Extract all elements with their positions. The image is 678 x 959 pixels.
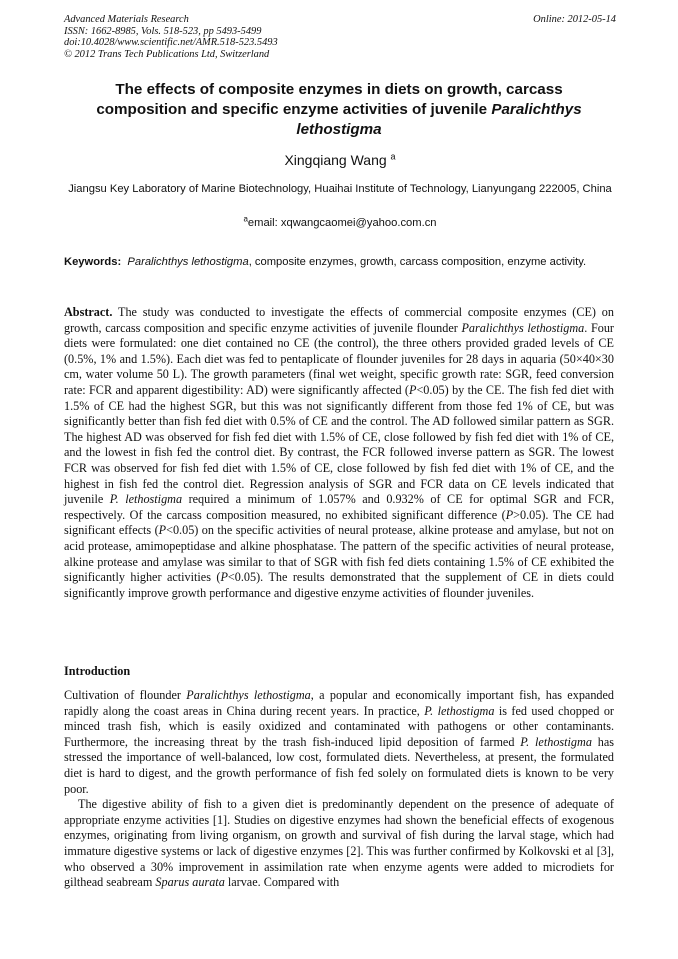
doi-line: doi:10.4028/www.scientific.net/AMR.518-523.5493	[64, 37, 278, 49]
title-species: Paralichthys lethostigma	[296, 101, 582, 138]
keywords	[64, 255, 614, 269]
abstract-text: <0.05) by the CE. The fish fed diet with 1.5% of CE had the highest SGR, but this was not significantly different from those fed 1% of CE, but was significantly better than fish fed diet with 0.5% of CE and the control. The AD followed similar pattern as SGR. The highest AD was observed for fish fed diet with 1.5% of CE, close followed by fish fed diet with 1% of CE, and the lowest in fish fed the control diet. By contrast, the FCR followed inverse pattern as SGR. The lowest FCR was observed for fish fed diet with 1.5% of CE, close followed by fish fed diet with 1% of CE, and the highest in fish fed the control diet. Regression analysis of SGR and FCR data on CE levels indicated that juvenile	[64, 382, 614, 507]
introduction-heading: Introduction	[64, 664, 131, 678]
intro-species: P. lethostigma	[520, 734, 592, 749]
online-date: Online: 2012-05-14	[533, 14, 616, 25]
intro-text: , a popular and economically important fish, has expanded rapidly along the coast areas in China during recent years. In practice,	[64, 688, 615, 718]
p-value-symbol: P	[505, 507, 514, 522]
journal-name: Advanced Materials Research	[64, 14, 189, 25]
email-line	[64, 214, 616, 229]
abstract-species: Paralichthys lethostigma	[461, 320, 585, 335]
intro-text: The digestive ability of fish to a given diet is predominantly dependent on the presence of adequate of appropriate enzyme activities [1]. Studies on digestive enzymes had shown the beneficial effects of exogenous enzymes, originating from living organism, on growth and survival of fish during the larval stage, which had immature digestive systems or lack of digestive enzymes [2]. This was further confirmed by Kolkovski et al [3], who observed a 30% improvement in assimilation rate when enzyme agents were added to microdiets for gilthead seabream	[64, 797, 614, 890]
p-value-symbol: P	[408, 382, 417, 397]
issn-line: ISSN: 1662-8985, Vols. 518-523, pp 5493-5499	[64, 25, 262, 37]
keywords-rest: , composite enzymes, growth, carcass composition, enzyme activity.	[248, 256, 587, 268]
intro-text: is fed used chopped or minced trash fish, which is easily oxidized and contaminated with pathogens or other contaminants. Furthermore, the increasing threat by the trash fish-induced lipid deposition of farmed	[64, 703, 614, 749]
email-text: email: xqwangcaomei@yahoo.com.cn	[247, 217, 437, 229]
abstract-species: P. lethostigma	[109, 492, 183, 507]
abstract-text: . Four diets were formulated: one diet contained no CE (the control), the three others provided graded levels of CE (0.5%, 1% and 1.5%). Each diet was fed to pentaplicate of flounder juveniles for 28 days in aquaria (50×40×30 cm, water volume 50 L). The growth parameters (final wet weight, specific growth rate: SGR, feed conversion rate: FCR and apparent digestibility: AD) were significantly affected (	[64, 320, 614, 397]
intro-text: has stressed the importance of well-balanced, low cost, formulated diets. Nevertheless, at present, the formulated diet is hard to digest, and the growth performance of fish fed solely on formulated diets is known to be very poor.	[64, 734, 615, 796]
paper-title	[70, 80, 608, 140]
abstract-text: required a minimum of 1.057% and 0.932% of CE for optimal SGR and FCR, respectively. Of the carcass composition measured, no exhibited significant difference (	[64, 492, 614, 522]
intro-text: larvae. Compared with	[224, 875, 340, 890]
intro-text: Cultivation of flounder	[64, 688, 187, 702]
author-name: Xingqiang Wang	[284, 152, 387, 168]
journal-header	[64, 14, 616, 60]
keywords-label: Keywords:	[64, 256, 122, 268]
abstract-text: >0.05). The CE had significant effects (	[64, 507, 614, 538]
author-sup: a	[390, 151, 396, 162]
keywords-species: Paralichthys lethostigma	[127, 256, 249, 268]
abstract-text: The study was conducted to investigate the effects of commercial composite enzymes (CE) on growth, carcass composition and specific enzyme activities of juvenile flounder	[64, 305, 614, 335]
p-value-symbol: P	[220, 570, 228, 585]
abstract-label: Abstract.	[64, 305, 113, 319]
intro-paragraph	[64, 688, 614, 797]
title-main: The effects of composite enzymes in diets on growth, carcass composition and specific enzyme activities of juvenile	[96, 81, 563, 118]
introduction-body	[64, 688, 614, 891]
intro-paragraph	[64, 797, 614, 891]
email-sup: a	[243, 214, 248, 224]
intro-species: Paralichthys lethostigma	[186, 688, 311, 702]
copyright-line: © 2012 Trans Tech Publications Ltd, Switzerland	[64, 48, 270, 60]
abstract-text: <0.05) on the specific activities of neural protease, alkine protease and amylase, but not on acid protease, amimopeptidase and alkine phosphatase. The pattern of the specific activities of neural protease, alkine protease and amylase was similar to that of SGR with fish fed diets containing 1.5% of CE exhibited the significantly higher activities (	[64, 523, 614, 585]
abstract	[64, 305, 614, 601]
affiliation: Jiangsu Key Laboratory of Marine Biotechnology, Huaihai Institute of Technology, Lianyungang 222005, China	[68, 183, 612, 195]
intro-species: P. lethostigma	[424, 703, 495, 718]
intro-species: Sparus aurata	[155, 875, 225, 890]
author-line	[64, 152, 616, 168]
p-value-symbol: P	[158, 523, 167, 538]
abstract-text: <0.05). The results demonstrated that the supplement of CE in diets could significantly improve growth performance and digestive enzyme activities of flounder juveniles.	[64, 570, 614, 600]
